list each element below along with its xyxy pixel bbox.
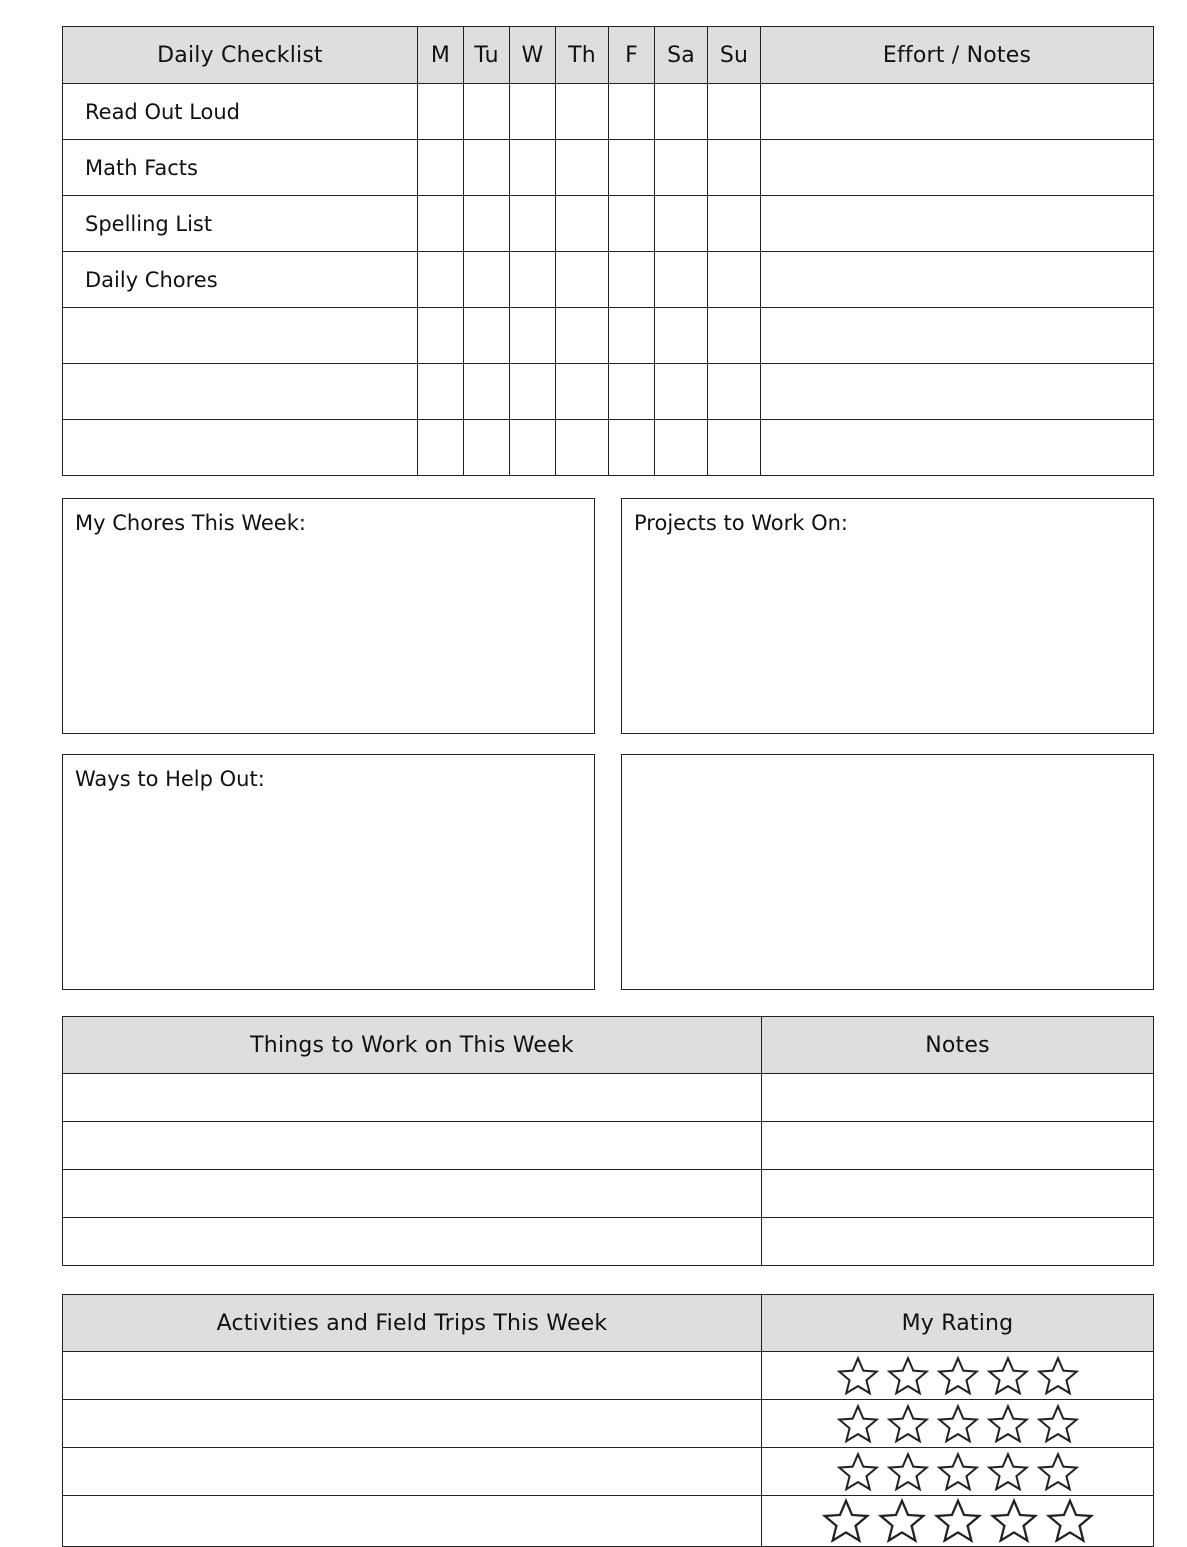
star-icon[interactable] [885, 1450, 931, 1494]
checkbox-cell-tu[interactable] [464, 308, 510, 364]
activity-cell[interactable] [63, 1352, 762, 1400]
table-row [63, 1218, 1154, 1266]
table-header-row [63, 27, 1154, 84]
checkbox-cell-w[interactable] [510, 364, 556, 420]
checklist-task-label[interactable] [63, 364, 418, 420]
day-header-w: W [510, 27, 556, 84]
my-chores-label: My Chores This Week: [75, 511, 306, 535]
checkbox-cell-w[interactable] [510, 84, 556, 140]
work-on-note-cell[interactable] [762, 1074, 1154, 1122]
checkbox-cell-f[interactable] [609, 308, 655, 364]
table-row [63, 84, 1154, 140]
effort-notes-cell[interactable] [761, 252, 1154, 308]
checkbox-cell-sa[interactable] [655, 308, 708, 364]
effort-notes-header: Effort / Notes [761, 27, 1154, 84]
checkbox-cell-f[interactable] [609, 140, 655, 196]
activity-cell[interactable] [63, 1400, 762, 1448]
work-on-item-cell[interactable] [63, 1170, 762, 1218]
checkbox-cell-th[interactable] [556, 196, 609, 252]
star-icon[interactable] [1035, 1402, 1081, 1446]
work-on-item-cell[interactable] [63, 1074, 762, 1122]
star-icon[interactable] [820, 1496, 872, 1546]
work-on-note-cell[interactable] [762, 1170, 1154, 1218]
checklist-title-header: Daily Checklist [63, 27, 418, 84]
checkbox-cell-su[interactable] [708, 364, 761, 420]
activities-field-trips-table [62, 1294, 1154, 1547]
star-icon[interactable] [1044, 1496, 1096, 1546]
checkbox-cell-w[interactable] [510, 308, 556, 364]
day-header-tu: Tu [464, 27, 510, 84]
checkbox-cell-w[interactable] [510, 252, 556, 308]
checkbox-cell-m[interactable] [418, 140, 464, 196]
checklist-task-label[interactable] [63, 308, 418, 364]
checklist-task-label[interactable]: Daily Chores [63, 252, 418, 308]
checkbox-cell-th[interactable] [556, 252, 609, 308]
star-icon[interactable] [885, 1402, 931, 1446]
checkbox-cell-sa[interactable] [655, 420, 708, 476]
work-on-note-cell[interactable] [762, 1122, 1154, 1170]
projects-box[interactable] [621, 498, 1154, 734]
notes-boxes-row-1 [62, 498, 1154, 734]
checkbox-cell-w[interactable] [510, 140, 556, 196]
checkbox-cell-m[interactable] [418, 252, 464, 308]
ways-to-help-label: Ways to Help Out: [75, 767, 265, 791]
table-row [63, 252, 1154, 308]
star-icon[interactable] [988, 1496, 1040, 1546]
checkbox-cell-m[interactable] [418, 84, 464, 140]
table-header-row [63, 1017, 1154, 1074]
checkbox-cell-su[interactable] [708, 196, 761, 252]
rating-stars-cell[interactable] [762, 1352, 1154, 1400]
table-row [63, 140, 1154, 196]
effort-notes-cell[interactable] [761, 420, 1154, 476]
table-row [63, 196, 1154, 252]
checklist-task-label[interactable] [63, 420, 418, 476]
checkbox-cell-f[interactable] [609, 84, 655, 140]
checkbox-cell-f[interactable] [609, 420, 655, 476]
my-rating-header: My Rating [762, 1295, 1154, 1352]
activity-cell[interactable] [63, 1496, 762, 1547]
ways-to-help-box[interactable] [62, 754, 595, 990]
effort-notes-cell[interactable] [761, 196, 1154, 252]
checkbox-cell-tu[interactable] [464, 252, 510, 308]
day-header-th: Th [556, 27, 609, 84]
checkbox-cell-f[interactable] [609, 252, 655, 308]
table-row [63, 1074, 1154, 1122]
checklist-task-label[interactable]: Math Facts [63, 140, 418, 196]
things-to-work-on-table [62, 1016, 1154, 1266]
checkbox-cell-th[interactable] [556, 364, 609, 420]
blank-box[interactable] [621, 754, 1154, 990]
checkbox-cell-w[interactable] [510, 420, 556, 476]
checkbox-cell-su[interactable] [708, 84, 761, 140]
checkbox-cell-m[interactable] [418, 420, 464, 476]
notes-boxes-row-2 [62, 754, 1154, 990]
star-icon[interactable] [935, 1402, 981, 1446]
star-icon[interactable] [985, 1402, 1031, 1446]
table-row [63, 1496, 1154, 1547]
activity-cell[interactable] [63, 1448, 762, 1496]
checkbox-cell-su[interactable] [708, 140, 761, 196]
worksheet-page [62, 26, 1154, 1547]
work-on-note-cell[interactable] [762, 1218, 1154, 1266]
table-row [63, 1122, 1154, 1170]
effort-notes-cell[interactable] [761, 364, 1154, 420]
work-on-notes-header: Notes [762, 1017, 1154, 1074]
checkbox-cell-su[interactable] [708, 420, 761, 476]
my-chores-box[interactable] [62, 498, 595, 734]
checkbox-cell-su[interactable] [708, 252, 761, 308]
checkbox-cell-th[interactable] [556, 420, 609, 476]
daily-checklist-table [62, 26, 1154, 476]
checkbox-cell-m[interactable] [418, 196, 464, 252]
star-icon[interactable] [935, 1450, 981, 1494]
star-icon[interactable] [1035, 1354, 1081, 1398]
checkbox-cell-tu[interactable] [464, 140, 510, 196]
checkbox-cell-th[interactable] [556, 308, 609, 364]
table-row [63, 1400, 1154, 1448]
checkbox-cell-m[interactable] [418, 308, 464, 364]
checkbox-cell-tu[interactable] [464, 420, 510, 476]
effort-notes-cell[interactable] [761, 140, 1154, 196]
checkbox-cell-sa[interactable] [655, 84, 708, 140]
checkbox-cell-sa[interactable] [655, 364, 708, 420]
star-icon[interactable] [985, 1354, 1031, 1398]
rating-stars-cell[interactable] [762, 1400, 1154, 1448]
day-header-f: F [609, 27, 655, 84]
table-row [63, 1448, 1154, 1496]
star-icon[interactable] [935, 1354, 981, 1398]
table-row [63, 1352, 1154, 1400]
rating-stars-cell[interactable] [762, 1448, 1154, 1496]
work-on-item-cell[interactable] [63, 1122, 762, 1170]
checkbox-cell-tu[interactable] [464, 196, 510, 252]
star-icon[interactable] [885, 1354, 931, 1398]
day-header-m: M [418, 27, 464, 84]
star-icon[interactable] [835, 1402, 881, 1446]
star-icon[interactable] [932, 1496, 984, 1546]
checkbox-cell-sa[interactable] [655, 140, 708, 196]
effort-notes-cell[interactable] [761, 308, 1154, 364]
activities-header: Activities and Field Trips This Week [63, 1295, 762, 1352]
effort-notes-cell[interactable] [761, 84, 1154, 140]
star-icon[interactable] [1035, 1450, 1081, 1494]
checklist-task-label[interactable]: Spelling List [63, 196, 418, 252]
table-row [63, 1170, 1154, 1218]
star-icon[interactable] [835, 1354, 881, 1398]
rating-stars-cell[interactable] [762, 1496, 1154, 1547]
table-row [63, 364, 1154, 420]
checkbox-cell-tu[interactable] [464, 84, 510, 140]
star-icon[interactable] [985, 1450, 1031, 1494]
work-on-item-cell[interactable] [63, 1218, 762, 1266]
table-row [63, 308, 1154, 364]
checkbox-cell-m[interactable] [418, 364, 464, 420]
checklist-task-label[interactable]: Read Out Loud [63, 84, 418, 140]
checkbox-cell-th[interactable] [556, 84, 609, 140]
checkbox-cell-w[interactable] [510, 196, 556, 252]
checkbox-cell-tu[interactable] [464, 364, 510, 420]
checkbox-cell-sa[interactable] [655, 252, 708, 308]
checkbox-cell-sa[interactable] [655, 196, 708, 252]
checkbox-cell-su[interactable] [708, 308, 761, 364]
table-row [63, 420, 1154, 476]
checkbox-cell-f[interactable] [609, 196, 655, 252]
projects-label: Projects to Work On: [634, 511, 848, 535]
day-header-su: Su [708, 27, 761, 84]
checkbox-cell-th[interactable] [556, 140, 609, 196]
table-header-row [63, 1295, 1154, 1352]
checkbox-cell-f[interactable] [609, 364, 655, 420]
star-icon[interactable] [876, 1496, 928, 1546]
work-on-header: Things to Work on This Week [63, 1017, 762, 1074]
day-header-sa: Sa [655, 27, 708, 84]
star-icon[interactable] [835, 1450, 881, 1494]
